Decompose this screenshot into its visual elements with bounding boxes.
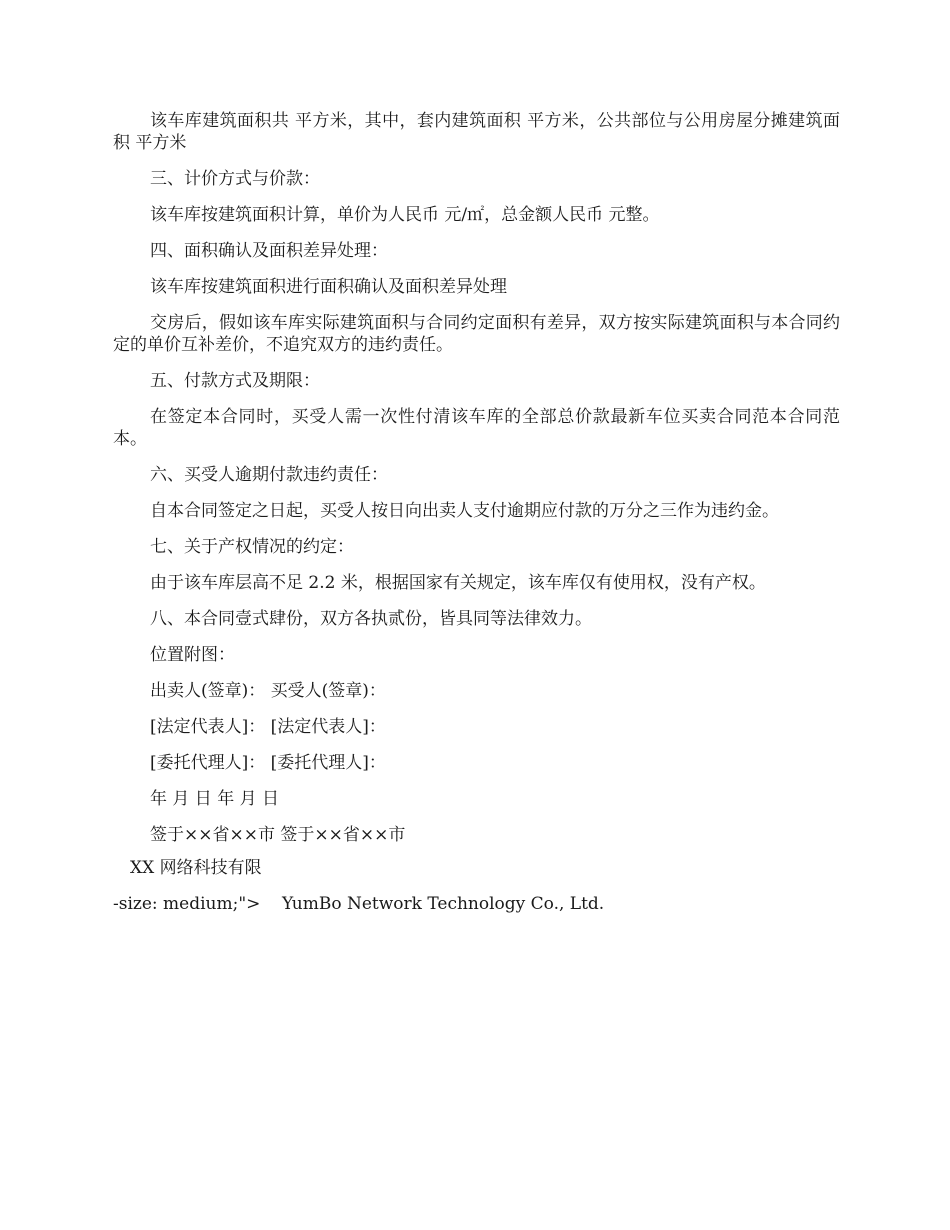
- signature-legal-representative: [法定代表人]： [法定代表人]：: [150, 717, 386, 737]
- heading-late-payment: 六、买受人逾期付款违约责任：: [150, 465, 388, 485]
- signature-agent: [委托代理人]： [委托代理人]：: [150, 753, 386, 773]
- paragraph-price-terms: 该车库按建筑面积计算，单价为人民币 元/㎡，总金额人民币 元整。: [150, 205, 660, 225]
- signature-parties: 出卖人(签章)： 买受人(签章)：: [150, 681, 386, 701]
- paragraph-location-map: 位置附图：: [150, 645, 235, 665]
- heading-area-confirmation: 四、面积确认及面积差异处理：: [150, 241, 388, 261]
- contract-body: [113, 110, 840, 860]
- paragraph-area-details: 该车库建筑面积共 平方米，其中，套内建筑面积 平方米，公共部位与公用房屋分摊建筑面积 平方米: [113, 111, 840, 153]
- heading-payment-terms: 五、付款方式及期限：: [150, 371, 320, 391]
- paragraph-property-rights: 由于该车库层高不足 2.2 米，根据国家有关规定，该车库仅有使用权，没有产权。: [150, 573, 766, 593]
- signature-place: 签于××省××市 签于××省××市: [150, 825, 406, 845]
- paragraph-payment-terms: 在签定本合同时，买受人需一次性付清该车库的全部总价款最新车位买卖合同范本合同范本。: [113, 407, 840, 449]
- footer-english-line: -size: medium;"> YumBo Network Technology Co., Ltd.: [113, 894, 605, 914]
- paragraph-late-payment: 自本合同签定之日起，买受人按日向出卖人支付逾期应付款的万分之三作为违约金。: [150, 501, 779, 521]
- paragraph-area-difference: 交房后，假如该车库实际建筑面积与合同约定面积有差异，双方按实际建筑面积与本合同约定的单价互补差价，不追究双方的违约责任。: [113, 313, 840, 355]
- paragraph-area-confirmation: 该车库按建筑面积进行面积确认及面积差异处理: [150, 277, 507, 297]
- signature-date: 年 月 日 年 月 日: [150, 789, 280, 809]
- heading-pricing-method: 三、计价方式与价款：: [150, 169, 320, 189]
- heading-property-rights: 七、关于产权情况的约定：: [150, 537, 354, 557]
- footer-company-name: XX 网络科技有限: [130, 858, 262, 878]
- paragraph-copies: 八、本合同壹式肆份，双方各执贰份，皆具同等法律效力。: [150, 609, 592, 629]
